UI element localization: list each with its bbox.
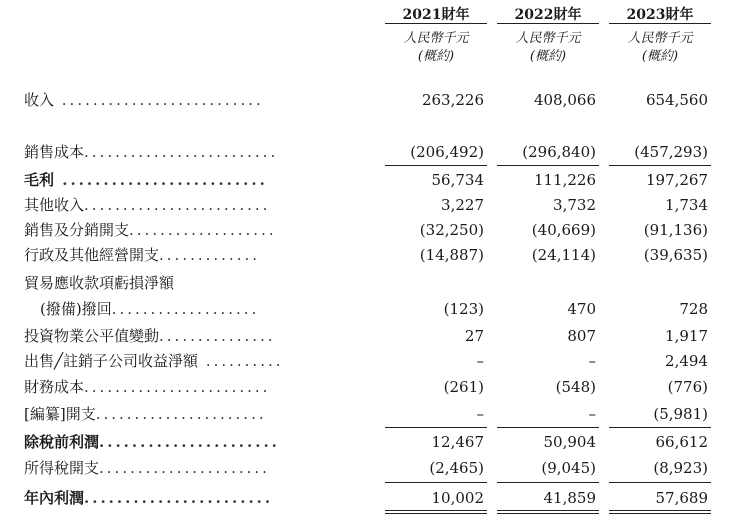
value-2023: 197,267 [645,171,708,189]
leader-dots: ....................... [84,489,274,507]
subtotal-rule [497,165,599,166]
subtotal-rule [609,482,711,483]
value-2022: (296,840) [522,143,596,161]
row-label: 除稅前利潤 [24,433,100,451]
row-gross-profit [0,168,750,192]
leader-dots: ................... [111,300,260,318]
value-2023: 66,612 [655,433,708,451]
value-2021: (123) [443,300,484,318]
row-income-tax-expense [0,456,750,480]
total-double-rule [497,510,599,514]
value-2021: 12,467 [431,433,484,451]
row-label: 行政及其他經營開支 [24,246,160,264]
leader-dots: ............... [159,327,276,345]
row-investment-property-fair-value [0,324,750,348]
row-label: 其他收入 [24,196,85,214]
row-label: 銷售成本 [24,143,85,161]
approx-label: (概約) [417,49,455,64]
leader-dots: ........................ [84,378,271,396]
subtotal-rule [609,165,711,166]
row-admin-operating-expenses [0,243,750,267]
value-2023: (5,981) [653,405,708,423]
year-label: 2023財年 [626,7,694,23]
unit-label: 人民幣千元 [515,31,581,46]
value-2021: (261) [443,378,484,396]
row-label: [編纂]開支 [24,405,96,423]
row-revenue [0,88,750,112]
row-label: 出售╱註銷子公司收益淨額 [24,352,199,370]
value-2022: 807 [567,327,596,345]
subtotal-rule [497,427,599,428]
value-2022: (40,669) [531,221,596,239]
header-divider [385,23,487,24]
leader-dots: ............. [159,246,261,264]
value-2021: – [476,352,484,370]
leader-dots: ...................... [99,459,270,477]
value-2022: 50,904 [543,433,596,451]
value-2023: (8,923) [653,459,708,477]
subtotal-rule [385,482,487,483]
value-2021: (32,250) [419,221,484,239]
leader-dots: ...................... [95,405,267,423]
value-2022: 470 [567,300,596,318]
row-profit-before-tax [0,430,750,454]
subtotal-rule [385,427,487,428]
row-cost-of-sales [0,140,750,164]
value-2022: 111,226 [533,171,596,189]
value-2023: 57,689 [655,489,708,507]
unit-label: 人民幣千元 [403,31,469,46]
row-label: 貿易應收款項虧損淨額 [24,274,175,292]
row-label: 財務成本 [24,378,85,396]
row-trade-receivables-loss [0,271,750,295]
approx-label: (概約) [641,49,679,64]
leader-dots: ................... [129,221,277,239]
row-label: 年內利潤 [24,489,85,507]
row-other-income [0,193,750,217]
value-2022: (548) [555,378,596,396]
value-2023: 1,917 [665,327,708,345]
value-2021: 56,734 [431,171,484,189]
header-divider [497,23,599,24]
row-disposal-gain [0,349,750,373]
value-2023: (39,635) [643,246,708,264]
leader-dots: ...................... [99,433,280,451]
row-provision-reversal [0,297,750,321]
row-label: (撥備)撥回 [40,300,112,318]
value-2022: 41,859 [543,489,596,507]
value-2021: – [476,405,484,423]
value-2023: (457,293) [634,143,708,161]
row-selling-distribution-expenses [0,218,750,242]
value-2021: 263,226 [421,91,484,109]
leader-dots: ......................... [54,171,268,189]
value-2021: (14,887) [419,246,484,264]
leader-dots: ......................... [84,143,279,161]
unit-label: 人民幣千元 [627,31,693,46]
value-2022: (24,114) [531,246,596,264]
value-2023: 1,734 [665,196,708,214]
approx-label: (概約) [529,49,567,64]
row-label: 投資物業公平值變動 [24,327,160,345]
subtotal-rule [497,482,599,483]
year-label: 2021財年 [402,7,470,23]
row-label: 所得稅開支 [24,459,100,477]
year-label: 2022財年 [514,7,582,23]
leader-dots: .......................... [54,91,264,109]
value-2021: (2,465) [429,459,484,477]
value-2022: 3,732 [553,196,596,214]
total-double-rule [609,510,711,514]
header-divider [609,23,711,24]
value-2021: 10,002 [431,489,484,507]
row-redacted-expenses [0,402,750,426]
subtotal-rule [609,427,711,428]
value-2023: (91,136) [643,221,708,239]
value-2023: 654,560 [645,91,708,109]
row-label: 銷售及分銷開支 [24,221,130,239]
value-2023: 2,494 [665,352,708,370]
value-2023: (776) [667,378,708,396]
row-label: 收入 [24,91,55,109]
value-2022: (9,045) [541,459,596,477]
value-2022: – [588,405,596,423]
total-double-rule [385,510,487,514]
subtotal-rule [385,165,487,166]
row-finance-costs [0,375,750,399]
leader-dots: .......... [198,352,284,370]
value-2023: 728 [679,300,708,318]
value-2022: – [588,352,596,370]
value-2021: 27 [464,327,484,345]
value-2021: 3,227 [441,196,484,214]
value-2021: (206,492) [410,143,484,161]
row-label: 毛利 [24,171,55,189]
leader-dots: ........................ [84,196,271,214]
value-2022: 408,066 [533,91,596,109]
row-profit-for-year [0,486,750,510]
